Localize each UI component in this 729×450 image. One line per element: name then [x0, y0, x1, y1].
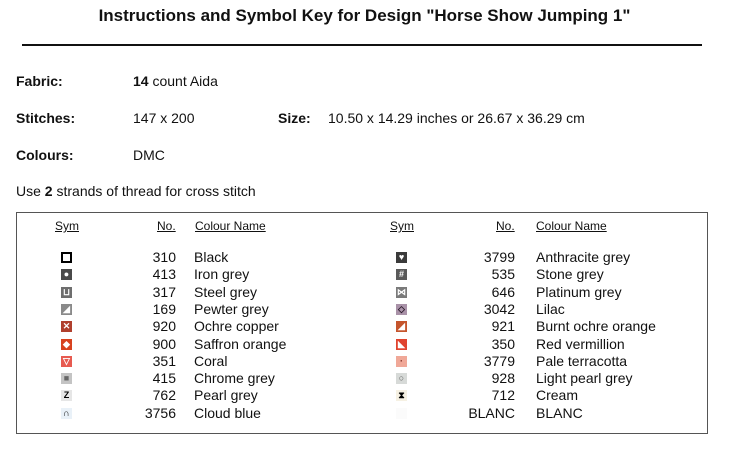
hourglass-icon: ⧗ [396, 390, 407, 401]
colour-number: 535 [491, 266, 515, 283]
colour-number: 3756 [144, 404, 176, 421]
colour-number: 712 [491, 387, 515, 404]
stitches-value: 147 x 200 [133, 110, 195, 126]
diamond-icon: ◆ [61, 339, 72, 350]
key-row-right [17, 249, 707, 266]
key-row-right [17, 284, 707, 301]
colour-name: Cloud blue [194, 404, 261, 421]
circle-outline-icon: ○ [396, 373, 407, 384]
colour-number: 169 [152, 300, 176, 317]
strands-instruction [16, 183, 256, 199]
header-no-right: No. [496, 219, 515, 233]
colour-name: Pale terracotta [536, 352, 628, 369]
colour-name: Platinum grey [536, 283, 622, 300]
colour-name: Pearl grey [194, 387, 258, 404]
colour-number: 310 [152, 249, 176, 265]
hash-icon: # [396, 269, 407, 280]
key-row-right [17, 353, 707, 370]
header-name-right: Colour Name [536, 219, 607, 233]
key-row-right [17, 301, 707, 318]
header-sym-right: Sym [390, 219, 414, 233]
stitches-label: Stitches: [16, 110, 76, 126]
key-row-right [17, 370, 707, 387]
colour-name: Ochre copper [194, 318, 279, 335]
square-icon: ■ [61, 373, 72, 384]
colour-number: 3799 [483, 249, 515, 265]
colour-name: Chrome grey [194, 370, 275, 387]
colour-number: 413 [152, 266, 176, 283]
blank-icon [396, 408, 407, 419]
colour-name: Red vermillion [536, 335, 625, 352]
fabric-label: Fabric: [16, 73, 63, 89]
symbol-key-table [16, 212, 708, 434]
colour-number: 3042 [483, 300, 515, 317]
key-row-right [17, 387, 707, 404]
colour-name: Anthracite grey [536, 249, 631, 265]
header-sym-left: Sym [55, 219, 79, 233]
strands-num: 2 [44, 183, 53, 199]
circle-icon: ● [61, 269, 72, 280]
strands-pre: Use [16, 183, 45, 199]
colour-name: Burnt ochre orange [536, 318, 656, 335]
header-no-left: No. [157, 219, 176, 233]
size-label: Size: [278, 110, 311, 126]
triangle-icon: ◢ [396, 321, 407, 332]
header-name-left: Colour Name [195, 219, 266, 233]
dot-icon: · [396, 356, 407, 367]
colour-number: 900 [152, 335, 176, 352]
strands-post: strands of thread for cross stitch [52, 183, 256, 199]
colour-number: 921 [491, 318, 515, 335]
fabric-count: 14 [133, 73, 149, 89]
colours-value: DMC [133, 147, 165, 163]
key-row-right [17, 405, 707, 422]
key-row-right [17, 336, 707, 353]
down-triangle-icon: ▽ [61, 356, 72, 367]
colour-name: Light pearl grey [536, 370, 633, 387]
fabric-value [133, 73, 218, 89]
diamond-outline-icon: ◇ [396, 304, 407, 315]
colour-name: Lilac [536, 300, 565, 317]
colour-name: Black [194, 249, 229, 265]
colour-name: BLANC [536, 404, 583, 421]
z-icon: Z [61, 390, 72, 401]
colour-number: 351 [152, 352, 176, 369]
colour-number: BLANC [468, 404, 515, 421]
colour-name: Iron grey [194, 266, 250, 283]
colour-name: Pewter grey [194, 300, 269, 317]
x-icon: ✕ [62, 321, 71, 332]
triangle-icon: ◢ [61, 304, 72, 315]
bowtie-icon: ⋈ [397, 286, 406, 297]
colour-name: Stone grey [536, 266, 604, 283]
colour-number: 762 [152, 387, 176, 404]
colour-number: 3779 [483, 352, 515, 369]
colour-number: 317 [152, 283, 176, 300]
colour-name: Steel grey [194, 283, 258, 300]
corner-triangle-icon: ◣ [396, 339, 407, 350]
fabric-text: count Aida [152, 73, 218, 89]
heart-icon: ♥ [396, 252, 407, 263]
colour-name: Saffron orange [194, 335, 287, 352]
colour-number: 415 [152, 370, 176, 387]
colour-name: Coral [194, 352, 228, 369]
title-divider [22, 44, 702, 46]
colour-number: 920 [152, 318, 176, 335]
colour-number: 646 [491, 283, 515, 300]
colour-number: 928 [491, 370, 515, 387]
key-row-right [17, 266, 707, 283]
arch-icon: ∩ [61, 408, 72, 419]
key-row-right [17, 318, 707, 335]
colour-name: Cream [536, 387, 579, 404]
u-square-icon: ⊔ [62, 286, 71, 297]
colours-label: Colours: [16, 147, 74, 163]
colour-number: 350 [491, 335, 515, 352]
size-value: 10.50 x 14.29 inches or 26.67 x 36.29 cm [328, 110, 585, 126]
page-title: Instructions and Symbol Key for Design "Horse Show Jumping 1" [98, 6, 631, 25]
